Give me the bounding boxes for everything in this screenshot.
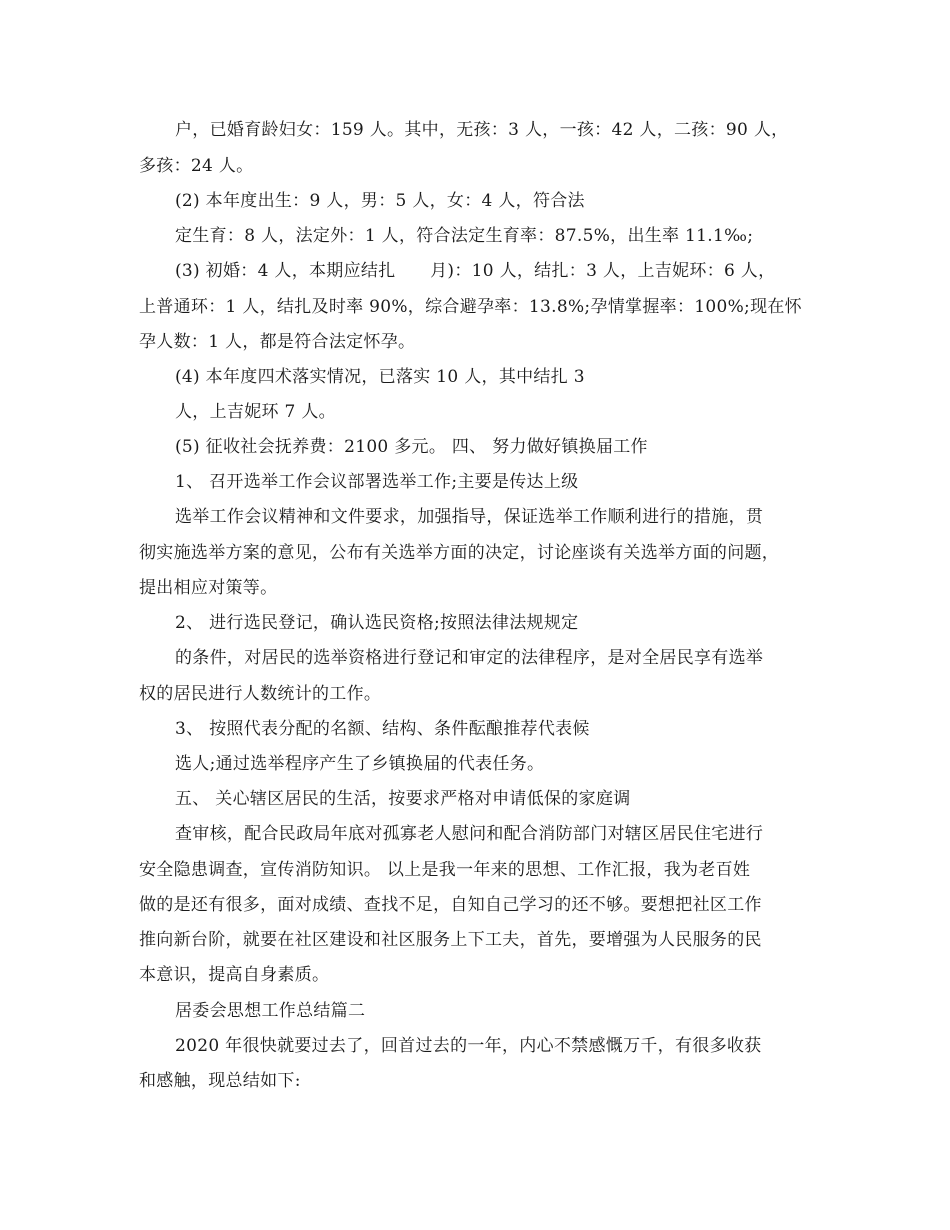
text-line: 安全隐患调查，宣传消防知识。 以上是我一年来的思想、工作汇报，我为老百姓 [139,860,751,880]
text-line: 选人;通过选举程序产生了乡镇换届的代表任务。 [175,754,545,774]
text-line: 1、 召开选举工作会议部署选举工作;主要是传达上级 [175,472,579,492]
text-line: 彻实施选举方案的意见，公布有关选举方面的决定，讨论座谈有关选举方面的问题， [139,543,780,563]
text-line: (5) 征收社会抚养费：2100 多元。 四、 努力做好镇换届工作 [175,437,648,457]
section-heading: 居委会思想工作总结篇二 [175,1001,366,1021]
text-line: 定生育：8 人，法定外：1 人，符合法定生育率：87.5%，出生率 11.1‰; [175,226,754,246]
text-line: 2020 年很快就要过去了，回首过去的一年，内心不禁感慨万千，有很多收获 [175,1036,762,1056]
text-line: 五、 关心辖区居民的生活，按要求严格对申请低保的家庭调 [175,789,631,809]
text-line: 多孩：24 人。 [139,156,254,176]
text-line: 孕人数：1 人，都是符合法定怀孕。 [139,332,416,352]
text-line: 选举工作会议精神和文件要求，加强指导，保证选举工作顺利进行的措施，贯 [175,507,764,527]
text-line: 推向新台阶，就要在社区建设和社区服务上下工夫，首先，要增强为人民服务的民 [139,930,762,950]
text-line: 上普通环：1 人，结扎及时率 90%，综合避孕率：13.8%;孕情掌握率：100%;现在怀 [139,297,802,317]
text-line: 查审核，配合民政局年底对孤寡老人慰问和配合消防部门对辖区居民住宅进行 [175,824,764,844]
text-line: 做的是还有很多，面对成绩、查找不足，自知自己学习的还不够。要想把社区工作 [139,895,762,915]
text-line: 提出相应对策等。 [139,578,278,598]
text-line: 2、 进行选民登记，确认选民资格;按照法律法规规定 [175,613,579,633]
text-line: (4) 本年度四术落实情况，已落实 10 人，其中结扎 3 [175,367,585,387]
text-line: (2) 本年度出生：9 人，男：5 人，女：4 人，符合法 [175,191,585,211]
text-line: 人，上吉妮环 7 人。 [175,402,336,422]
text-line: 3、 按照代表分配的名额、结构、条件酝酿推荐代表候 [175,719,590,739]
text-line: 本意识，提高自身素质。 [139,965,330,985]
text-line: 和感触，现总结如下: [139,1071,301,1091]
text-line: 的条件，对居民的选举资格进行登记和审定的法律程序，是对全居民享有选举 [175,648,764,668]
text-line: 权的居民进行人数统计的工作。 [139,684,382,704]
text-line: 户，已婚育龄妇女：159 人。其中，无孩：3 人，一孩：42 人，二孩：90 人， [175,120,789,140]
text-line: (3) 初婚：4 人，本期应结扎 月)：10 人，结扎：3 人，上吉妮环：6 人， [175,261,776,281]
